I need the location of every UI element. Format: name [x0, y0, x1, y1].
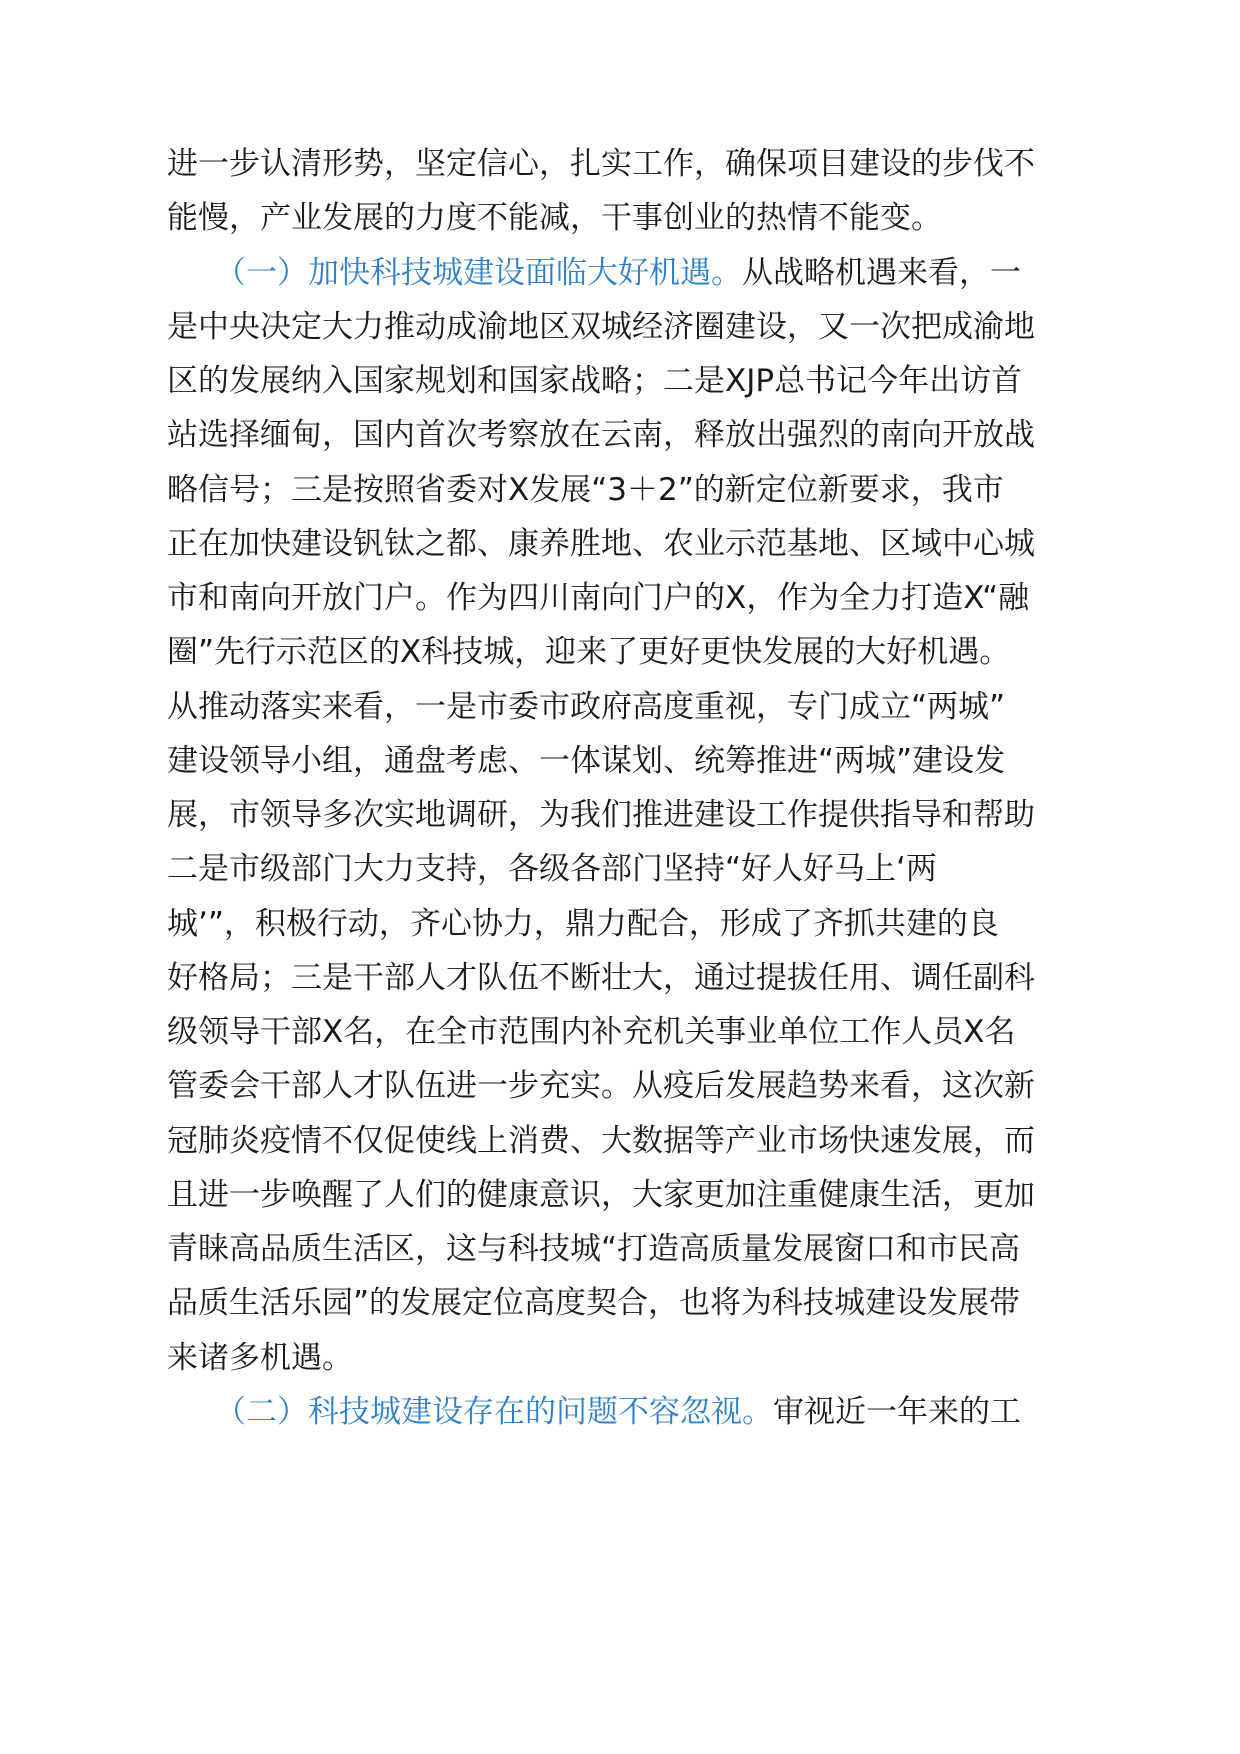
paragraph-line: 且进一步唤醒了人们的健康意识，大家更加注重健康生活，更加	[167, 1177, 1035, 1213]
paragraph-line: 进一步认清形势，坚定信心，扎实工作，确保项目建设的步伐不	[167, 146, 1035, 182]
paragraph-line: 圈”先行示范区的X科技城，迎来了更好更快发展的大好机遇。	[167, 634, 1011, 670]
section-1-text: 从战略机遇来看，一	[742, 255, 1021, 291]
paragraph-line: 城’”，积极行动，齐心协力，鼎力配合，形成了齐抓共建的良	[167, 906, 999, 942]
section-1-line	[215, 248, 1021, 298]
paragraph-line: 站选择缅甸，国内首次考察放在云南，释放出强烈的南向开放战	[167, 417, 1035, 453]
paragraph-line: 区的发展纳入国家规划和国家战略；二是XJP总书记今年出访首	[167, 363, 1023, 399]
paragraph-line: 来诸多机遇。	[167, 1340, 353, 1376]
paragraph-line: 冠肺炎疫情不仅促使线上消费、大数据等产业市场快速发展，而	[167, 1123, 1035, 1159]
paragraph-line: 略信号；三是按照省委对X发展“3＋2”的新定位新要求，我市	[167, 472, 1004, 508]
paragraph-line: 品质生活乐园”的发展定位高度契合，也将为科技城建设发展带	[167, 1285, 1021, 1321]
section-1-heading: （一）加快科技城建设面临大好机遇。	[215, 255, 742, 291]
paragraph-line: 管委会干部人才队伍进一步充实。从疫后发展趋势来看，这次新	[167, 1068, 1035, 1104]
paragraph-line: 市和南向开放门户。作为四川南向门户的X，作为全力打造X“融	[167, 580, 1030, 616]
paragraph-line: 展，市领导多次实地调研，为我们推进建设工作提供指导和帮助	[167, 797, 1035, 833]
paragraph-line: 好格局；三是干部人才队伍不断壮大，通过提拔任用、调任副科	[167, 960, 1035, 996]
paragraph-line: 是中央决定大力推动成渝地区双城经济圈建设，又一次把成渝地	[167, 309, 1035, 345]
paragraph-line: 能慢，产业发展的力度不能减，干事创业的热情不能变。	[167, 200, 942, 236]
paragraph-line: 建设领导小组，通盘考虑、一体谋划、统筹推进“两城”建设发	[167, 743, 1006, 779]
paragraph-line: 正在加快建设钒钛之都、康养胜地、农业示范基地、区域中心城	[167, 526, 1035, 562]
section-2-line	[215, 1387, 1021, 1437]
paragraph-line: 级领导干部X名，在全市范围内补充机关事业单位工作人员X名	[167, 1014, 1016, 1050]
paragraph-line: 二是市级部门大力支持，各级各部门坚持“好人好马上‘两	[167, 851, 937, 887]
section-2-text: 审视近一年来的工	[773, 1394, 1021, 1430]
paragraph-line: 青睐高品质生活区，这与科技城“打造高质量发展窗口和市民高	[167, 1231, 1021, 1267]
paragraph-line: 从推动落实来看，一是市委市政府高度重视，专门成立“两城”	[167, 689, 1006, 725]
section-2-heading: （二）科技城建设存在的问题不容忽视。	[215, 1394, 773, 1430]
